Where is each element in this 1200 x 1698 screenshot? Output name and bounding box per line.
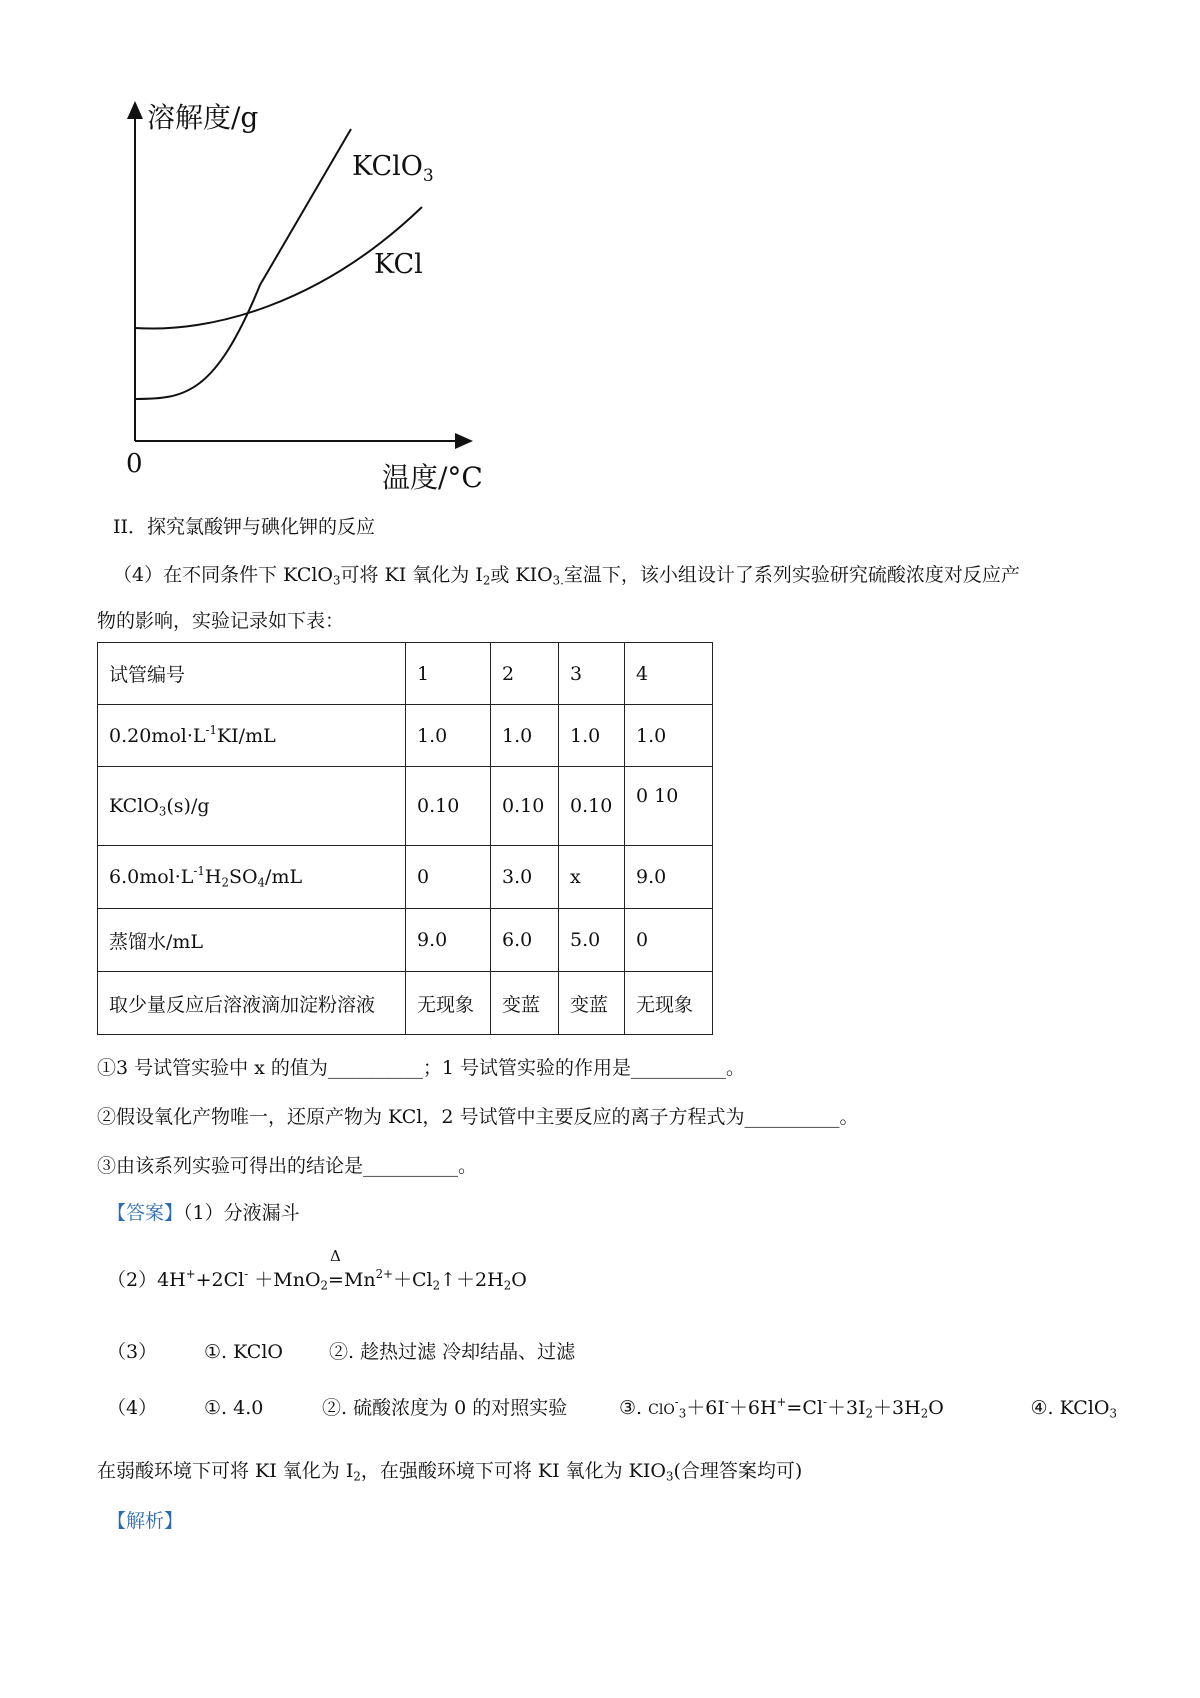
row-label: 蒸馏水/mL	[98, 909, 406, 972]
table-cell: 变蓝	[491, 972, 559, 1035]
row-label: $0.20mol\cdot L^{-1}KI/mL$	[98, 705, 406, 767]
origin-label: 0	[126, 449, 143, 479]
table-cell: 变蓝	[559, 972, 625, 1035]
answer-4-conclusion: 在弱酸环境下可将 KI 氧化为 $I_2$，在强酸环境下可将 KI 氧化为 $KIO_3$(合理答案均可)	[97, 1460, 803, 1484]
answer-label: 【答案】	[107, 1202, 184, 1224]
row-label: KClO$_3$(s)/g	[98, 767, 406, 846]
table-cell: 0.10	[406, 767, 491, 846]
table-row	[98, 909, 713, 972]
table-cell: 无现象	[625, 972, 713, 1035]
table-cell: x	[559, 846, 625, 909]
kcl-curve-label: KCl	[374, 249, 423, 280]
table-row	[98, 705, 713, 767]
table-cell: 1.0	[491, 705, 559, 767]
table-row	[98, 972, 713, 1035]
table-cell: 2	[491, 643, 559, 705]
q4-intro-line1: （4）在不同条件下 KClO$_3$可将 KI 氧化为 $I_2$或 $KIO_{3.}$室温下，该小组设计了系列实验研究硫酸浓度对反应产	[113, 564, 1020, 588]
kclo3-curve-label: KClO$_3$	[352, 151, 434, 186]
question-1: ①3 号试管实验中 x 的值为__________；1 号试管实验的作用是__________。	[97, 1057, 746, 1079]
section-ii-heading: II．探究氯酸钾与碘化钾的反应	[113, 516, 376, 538]
table-cell: 9.0	[625, 846, 713, 909]
x-axis-label: 温度/°C	[382, 461, 483, 494]
table-cell: 0.10	[491, 767, 559, 846]
table-cell: 0 10	[625, 767, 713, 846]
table-cell: 5.0	[559, 909, 625, 972]
table-cell: 0	[625, 909, 713, 972]
y-axis-label: 溶解度/g	[147, 101, 259, 134]
table-cell: 1.0	[406, 705, 491, 767]
answer-4: （4） ①. 4.0 ②. 硫酸浓度为 0 的对照实验 ③. $ClO^-_3+6I^-+6H^+=Cl^-+3I_2+3H_2O$ ④. KClO$_3$	[107, 1394, 1117, 1421]
table-cell: 9.0	[406, 909, 491, 972]
row-label: 取少量反应后溶液滴加淀粉溶液	[98, 972, 406, 1035]
table-row	[98, 643, 713, 705]
table-cell: 6.0	[491, 909, 559, 972]
table-cell: 3	[559, 643, 625, 705]
table-cell: 0	[406, 846, 491, 909]
analysis-label: 【解析】	[107, 1510, 184, 1532]
table-cell: 1.0	[625, 705, 713, 767]
answer-2: （2）4H++2Cl- ＋MnO$_2$ Δ $=Mn^{2+}+Cl_2↑+2H_2O$	[107, 1247, 527, 1293]
question-2: ②假设氧化产物唯一，还原产物为 KCl，2 号试管中主要反应的离子方程式为__________。	[97, 1106, 859, 1128]
experiment-table	[97, 642, 713, 1035]
table-cell: 0.10	[559, 767, 625, 846]
answer-3: （3） ①. KClO ②. 趁热过滤 冷却结晶、过滤	[107, 1341, 576, 1363]
table-cell: 1.0	[559, 705, 625, 767]
row-label: $6.0mol\cdot L^{-1}H_2SO_4/mL$	[98, 846, 406, 909]
row-label: 试管编号	[98, 643, 406, 705]
heat-symbol: Δ	[330, 1247, 341, 1265]
q4-intro-line2: 物的影响，实验记录如下表：	[97, 610, 345, 632]
question-3: ③由该系列实验可得出的结论是__________。	[97, 1155, 478, 1177]
table-cell: 4	[625, 643, 713, 705]
table-cell: 3.0	[491, 846, 559, 909]
table-cell: 无现象	[406, 972, 491, 1035]
table-row	[98, 767, 713, 846]
kclo3-curve	[135, 129, 351, 399]
answer-1: 【答案】（1）分液漏斗	[107, 1202, 300, 1224]
solubility-graph	[120, 95, 540, 505]
table-cell: 1	[406, 643, 491, 705]
table-row	[98, 846, 713, 909]
